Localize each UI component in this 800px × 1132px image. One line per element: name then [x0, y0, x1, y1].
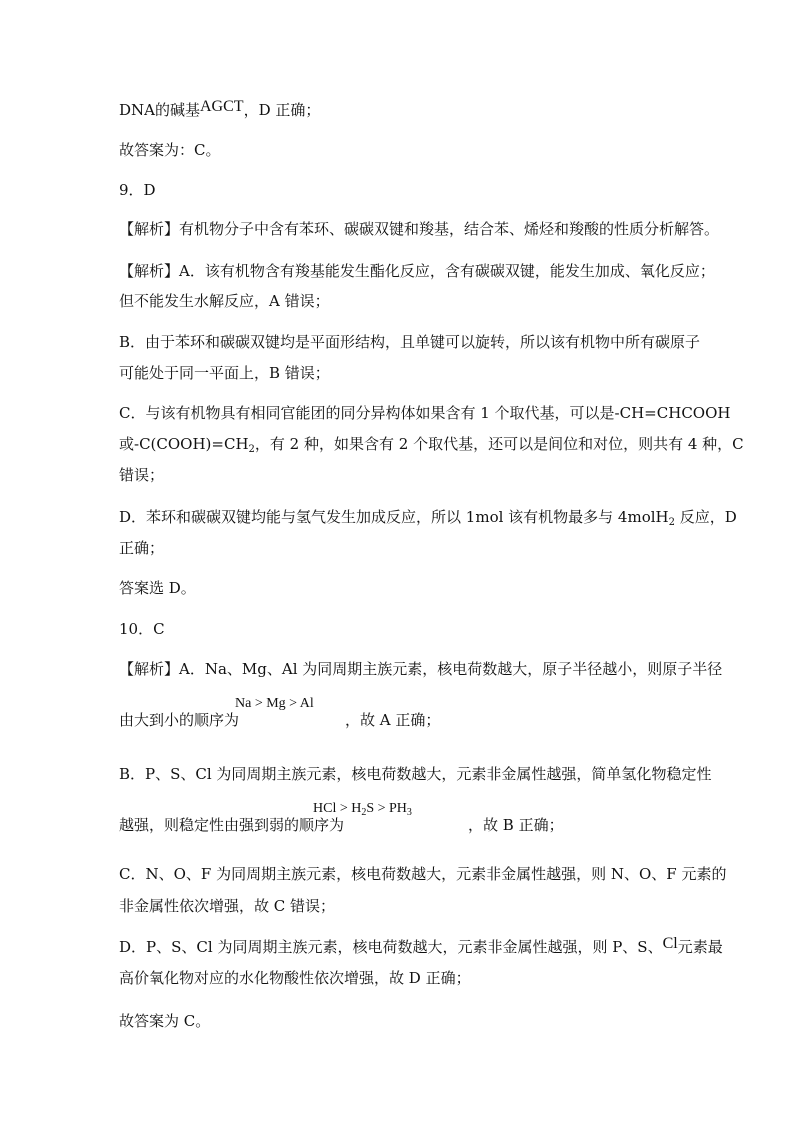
text-dna: DNA	[119, 101, 155, 119]
text-line-7: B．由于苯环和碳碳双键均是平面形结构，且单键可以旋转，所以该有机物中所有碳原子	[119, 333, 701, 351]
answer-9-heading: 9．D	[119, 181, 156, 199]
text-line-14: 答案选 D。	[119, 579, 196, 597]
subscript: 3	[406, 807, 412, 818]
subscript: 2	[668, 517, 675, 528]
text-fragment: 反应，D	[674, 508, 737, 526]
answer-10-heading: 10．C	[119, 620, 165, 638]
text-line-6: 但不能发生水解反应，A 错误；	[119, 292, 330, 310]
text-line-23: 高价氧化物对应的水化物酸性依次增强，故 D 正确；	[119, 969, 471, 987]
math-cl: Cl	[662, 935, 678, 952]
text-fragment: 越强，则稳定性由强到弱的顺序为	[119, 816, 345, 834]
text-fragment: ，故 A 正确；	[345, 711, 441, 729]
text-line-13: 正确；	[119, 539, 165, 557]
subscript: 2	[361, 807, 367, 818]
text-fragment: 由大到小的顺序为	[119, 711, 240, 729]
math-agct: AGCT	[200, 98, 244, 115]
text-line-22	[119, 935, 723, 957]
text-fragment: D．苯环和碳碳双键均能与氢气发生加成反应，所以 1mol 该有机物最多与 4molH	[119, 508, 669, 526]
text-base: 的碱基	[154, 101, 200, 119]
text-fragment: ，故 B 正确；	[468, 816, 564, 834]
math-na-mg-al: Na > Mg > Al	[235, 696, 314, 711]
math-fragment: HCl > H	[313, 801, 362, 816]
text-line-8: 可能处于同一平面上，B 错误；	[119, 364, 330, 382]
text-line-20: C．N、O、F 为同周期主族元素，核电荷数越大，元素非金属性越强，则 N、O、F 元素的	[119, 865, 727, 883]
text-fragment: 或-C(COOH)=CH	[119, 435, 249, 453]
text-line-5: 【解析】A．该有机物含有羧基能发生酯化反应，含有碳碳双键，能发生加成、氧化反应；	[119, 262, 715, 280]
text-line-10	[119, 435, 744, 459]
text-line-16: 【解析】A．Na、Mg、Al 为同周期主族元素，核电荷数越大，原子半径越小，则原子半径	[119, 660, 723, 678]
text-line-18: B．P、S、Cl 为同周期主族元素，核电荷数越大，元素非金属性越强，简单氢化物稳定性	[119, 765, 712, 783]
text-line-4: 【解析】有机物分子中含有苯环、碳碳双键和羧基，结合苯、烯烃和羧酸的性质分析解答。	[119, 220, 720, 238]
text-fragment: 元素最	[677, 938, 723, 956]
text-line-1	[119, 98, 321, 120]
text-line-24: 故答案为 C。	[119, 1012, 211, 1030]
text-fragment: D．P、S、Cl 为同周期主族元素，核电荷数越大，元素非金属性越强，则 P、S、	[119, 938, 663, 956]
text-fragment: ，有 2 种，如果含有 2 个取代基，还可以是间位和对位，则共有 4 种，C	[254, 435, 744, 453]
text-correct: ，D 正确；	[243, 101, 321, 119]
text-line-9: C．与该有机物具有相同官能团的同分异构体如果含有 1 个取代基，可以是-CH=CHCOOH	[119, 404, 731, 422]
text-line-11: 错误；	[119, 466, 165, 484]
text-line-2: 故答案为：C。	[119, 141, 221, 159]
subscript: 2	[248, 444, 255, 455]
text-line-21: 非金属性依次增强，故 C 错误；	[119, 897, 336, 915]
math-fragment: S > PH	[366, 801, 407, 816]
text-line-17	[119, 711, 440, 729]
text-line-12	[119, 508, 737, 532]
text-line-19	[119, 816, 564, 834]
